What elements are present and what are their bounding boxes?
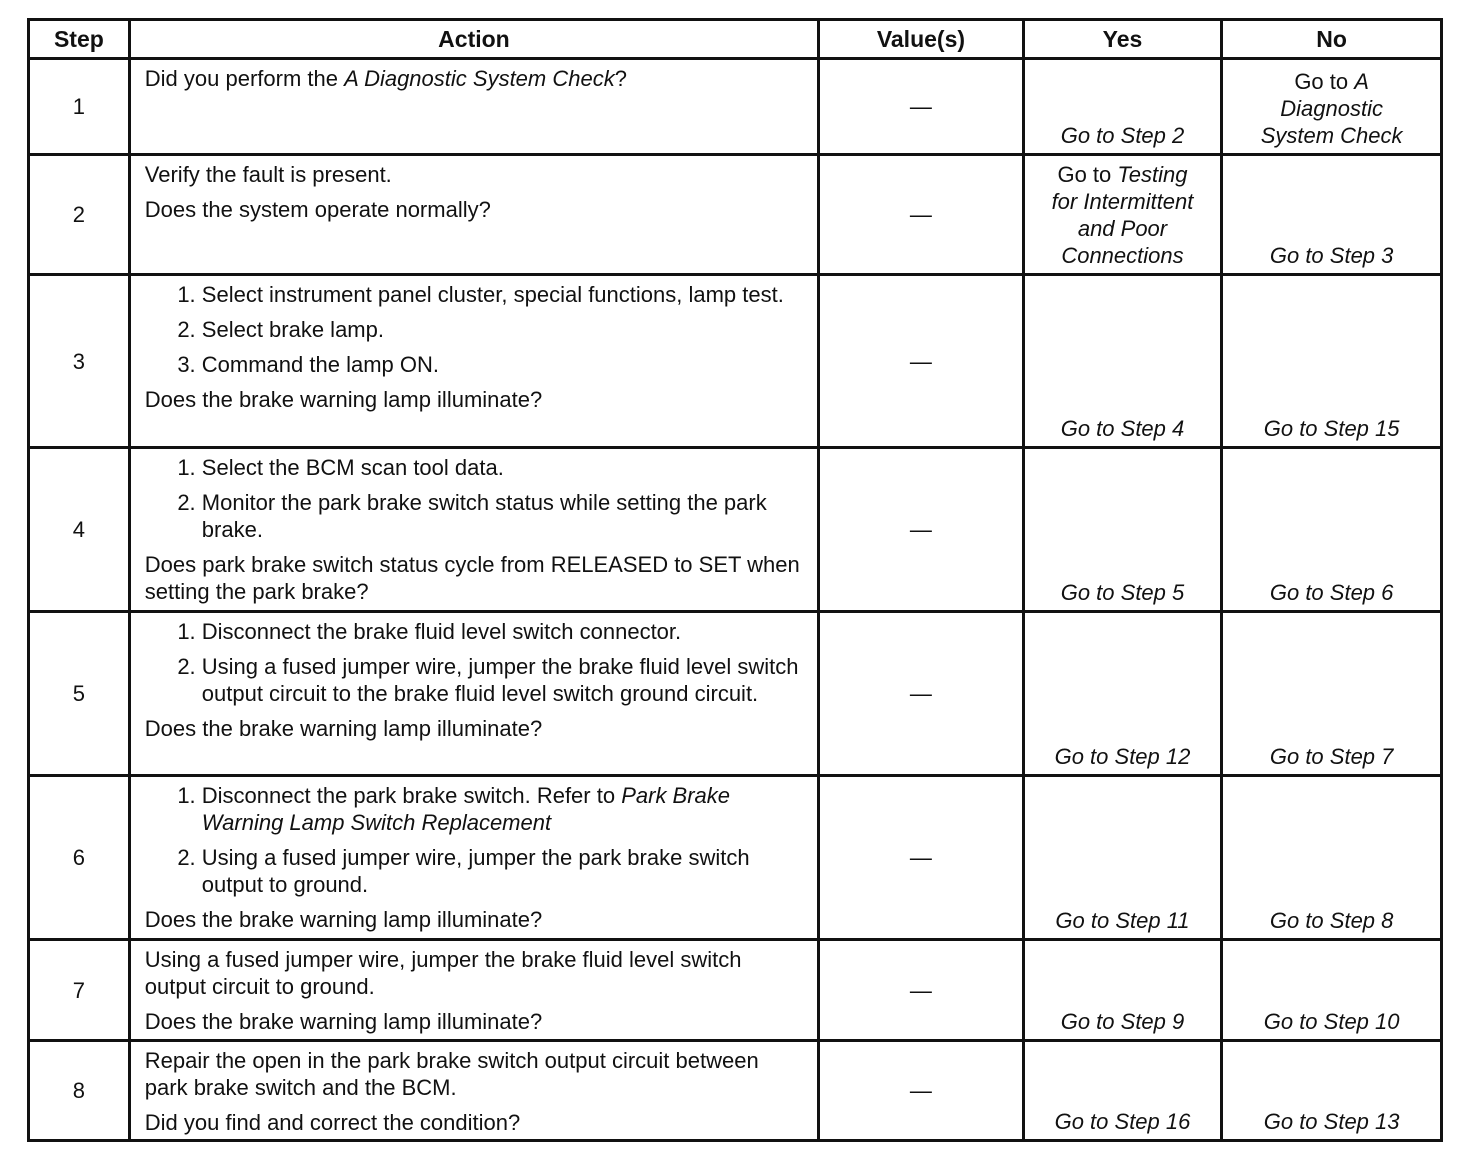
action-question: Does the brake warning lamp illuminate?	[144, 1009, 543, 1034]
action-step: 1. Disconnect the brake fluid level switch connector.	[202, 618, 803, 645]
table-row	[29, 612, 1442, 776]
diagnostic-table	[27, 18, 1443, 1142]
action-steps	[145, 454, 803, 543]
step-number: 3	[29, 275, 130, 448]
action-question: Does park brake switch status cycle from RELEASED to SET when setting the park brake?	[144, 552, 800, 604]
value-cell: —	[819, 448, 1024, 612]
value-cell: —	[819, 776, 1024, 940]
action-step: 2. Select brake lamp.	[202, 316, 803, 343]
value-cell: —	[819, 59, 1024, 155]
step-number: 4	[29, 448, 130, 612]
step-number: 6	[29, 776, 130, 940]
action-step: 2. Monitor the park brake switch status while setting the park brake.	[202, 489, 803, 543]
yes-cell: Go to Step 2	[1023, 59, 1222, 155]
step-number: 2	[29, 155, 130, 275]
action-question: Does the brake warning lamp illuminate?	[144, 387, 543, 412]
no-cell: Go to Step 13	[1222, 1041, 1442, 1141]
action-cell	[129, 275, 818, 448]
action-cell	[129, 612, 818, 776]
action-cell	[129, 1041, 818, 1141]
no-cell: Go to Step 6	[1222, 448, 1442, 612]
cross-reference: Park Brake Warning Lamp Switch Replacement	[201, 783, 731, 835]
header-yes: Yes	[1023, 20, 1222, 59]
action-text: Did you perform the A Diagnostic System Check?	[144, 66, 627, 91]
no-cell: Go to Step 7	[1222, 612, 1442, 776]
table-row	[29, 1041, 1442, 1141]
yes-cell: Go to Testing for Intermittent and Poor Connections	[1023, 155, 1222, 275]
table-row	[29, 275, 1442, 448]
table-row	[29, 776, 1442, 940]
yes-cell: Go to Step 11	[1023, 776, 1222, 940]
value-cell: —	[819, 1041, 1024, 1141]
table-row	[29, 940, 1442, 1041]
action-question: Does the brake warning lamp illuminate?	[144, 907, 543, 932]
action-steps	[145, 618, 803, 707]
action-question: Does the brake warning lamp illuminate?	[144, 716, 543, 741]
yes-cell: Go to Step 12	[1023, 612, 1222, 776]
header-no: No	[1222, 20, 1442, 59]
header-action: Action	[129, 20, 818, 59]
action-steps	[145, 782, 803, 898]
header-step: Step	[29, 20, 130, 59]
action-text: Repair the open in the park brake switch output circuit between park brake switch and the BCM.	[144, 1048, 759, 1100]
no-cell: Go to Step 10	[1222, 940, 1442, 1041]
action-cell	[129, 940, 818, 1041]
action-cell	[129, 448, 818, 612]
action-step: 2. Using a fused jumper wire, jumper the brake fluid level switch output circuit to the brake fluid level switch ground circuit.	[202, 653, 803, 707]
action-step: 3. Command the lamp ON.	[202, 351, 803, 378]
action-step: 1. Disconnect the park brake switch. Refer to Park Brake Warning Lamp Switch Replacement	[202, 782, 803, 836]
step-number: 7	[29, 940, 130, 1041]
value-cell: —	[819, 612, 1024, 776]
action-steps	[145, 281, 803, 378]
no-cell: Go to A Diagnostic System Check	[1222, 59, 1442, 155]
action-cell	[129, 155, 818, 275]
yes-cell: Go to Step 4	[1023, 275, 1222, 448]
no-cell: Go to Step 8	[1222, 776, 1442, 940]
table-header-row	[29, 20, 1442, 59]
step-number: 1	[29, 59, 130, 155]
value-cell: —	[819, 940, 1024, 1041]
yes-cell: Go to Step 5	[1023, 448, 1222, 612]
value-cell: —	[819, 275, 1024, 448]
yes-cell: Go to Step 16	[1023, 1041, 1222, 1141]
action-text: Verify the fault is present.	[144, 162, 392, 187]
action-step: 1. Select the BCM scan tool data.	[202, 454, 803, 481]
header-values: Value(s)	[819, 20, 1024, 59]
yes-cell: Go to Step 9	[1023, 940, 1222, 1041]
action-step: 2. Using a fused jumper wire, jumper the park brake switch output to ground.	[202, 844, 803, 898]
table-row	[29, 155, 1442, 275]
step-number: 8	[29, 1041, 130, 1141]
step-number: 5	[29, 612, 130, 776]
action-cell	[129, 776, 818, 940]
action-text: Using a fused jumper wire, jumper the brake fluid level switch output circuit to ground.	[144, 947, 742, 999]
table-row	[29, 448, 1442, 612]
action-cell	[129, 59, 818, 155]
value-cell: —	[819, 155, 1024, 275]
action-question: Does the system operate normally?	[144, 197, 491, 222]
action-question: Did you find and correct the condition?	[144, 1110, 521, 1135]
no-cell: Go to Step 15	[1222, 275, 1442, 448]
no-cell: Go to Step 3	[1222, 155, 1442, 275]
table-row	[29, 59, 1442, 155]
action-step: 1. Select instrument panel cluster, special functions, lamp test.	[202, 281, 803, 308]
